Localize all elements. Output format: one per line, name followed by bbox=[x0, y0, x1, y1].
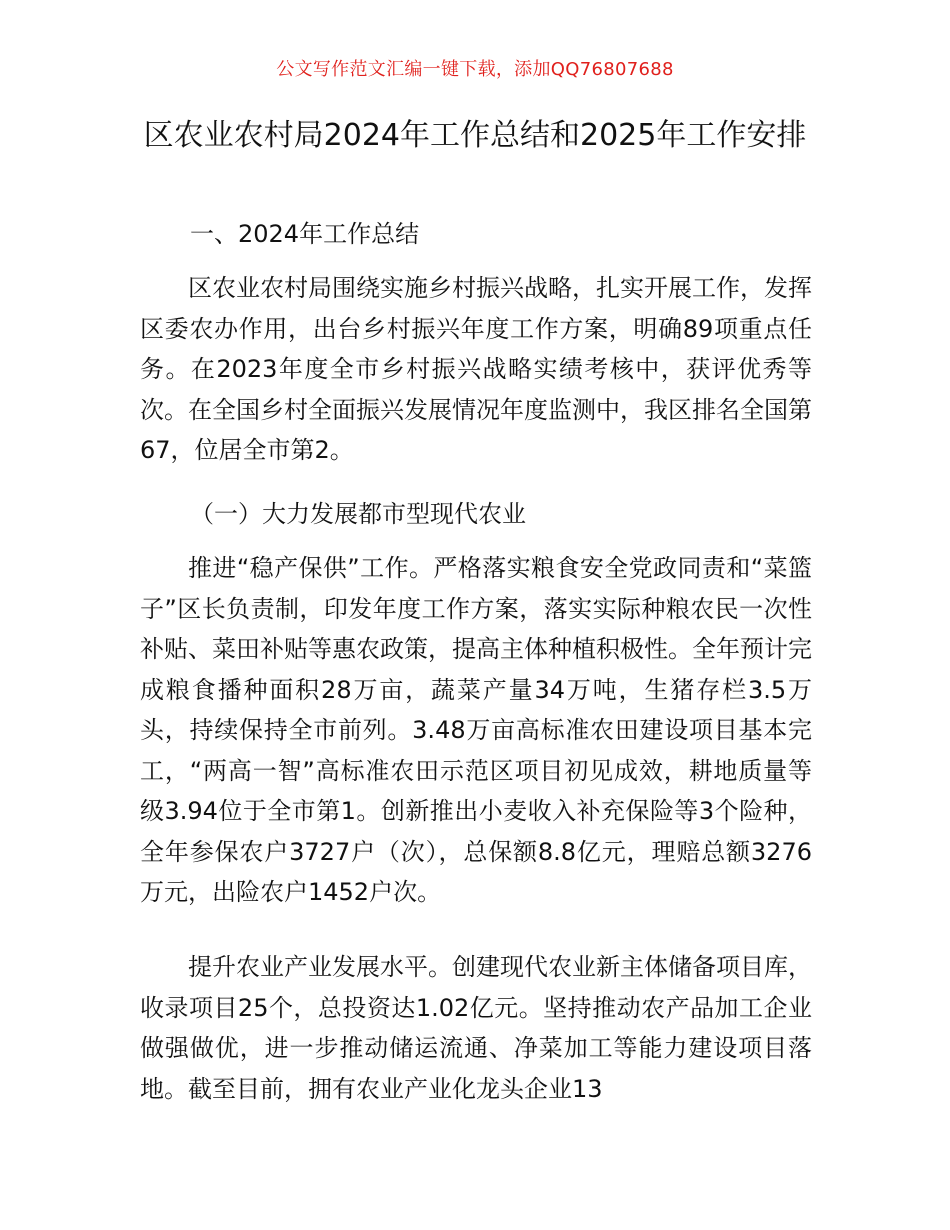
section-heading-2024-summary: 一、2024年工作总结 bbox=[190, 220, 420, 248]
download-banner[interactable]: 公文写作范文汇编一键下载，添加QQ76807688 bbox=[276, 59, 674, 80]
grain-supply-paragraph: 推进“稳产保供”工作。严格落实粮食安全党政同责和“菜篮子”区长负责制，印发年度工作方案，落实实际种粮农民一次性补贴、菜田补贴等惠农政策，提高主体种植积极性。全年预计完成粮食播种面积28万亩，蔬菜产量34万吨，生猪存栏3.5万头，持续保持全市前列。3.48万亩高标准农田建设项目基本完工，“两高一智”高标准农田示范区项目初见成效，耕地质量等级3.94位于全市第1。创新推出小麦收入补充保险等3个险种，全年参保农户3727户（次），总保额8.8亿元，理赔总额3276万元，出险农户1452户次。 bbox=[140, 554, 812, 906]
industry-paragraph-block bbox=[140, 947, 812, 1109]
industry-development-paragraph: 提升农业产业发展水平。创建现代农业新主体储备项目库，收录项目25个，总投资达1.02亿元。坚持推动农产品加工企业做强做优，进一步推动储运流通、净菜加工等能力建设项目落地。截至目前，拥有农业产业化龙头企业13 bbox=[140, 953, 812, 1103]
subsection-heading-modern-agriculture: （一）大力发展都市型现代农业 bbox=[190, 500, 526, 528]
grain-paragraph-block bbox=[140, 548, 812, 913]
intro-paragraph-block bbox=[140, 268, 812, 471]
document-title: 区农业农村局2024年工作总结和2025年工作安排 bbox=[143, 118, 807, 153]
intro-paragraph: 区农业农村局围绕实施乡村振兴战略，扎实开展工作，发挥区委农办作用，出台乡村振兴年度工作方案，明确89项重点任务。在2023年度全市乡村振兴战略实绩考核中，获评优秀等次。在全国乡村全面振兴发展情况年度监测中，我区排名全国第67，位居全市第2。 bbox=[140, 274, 812, 464]
